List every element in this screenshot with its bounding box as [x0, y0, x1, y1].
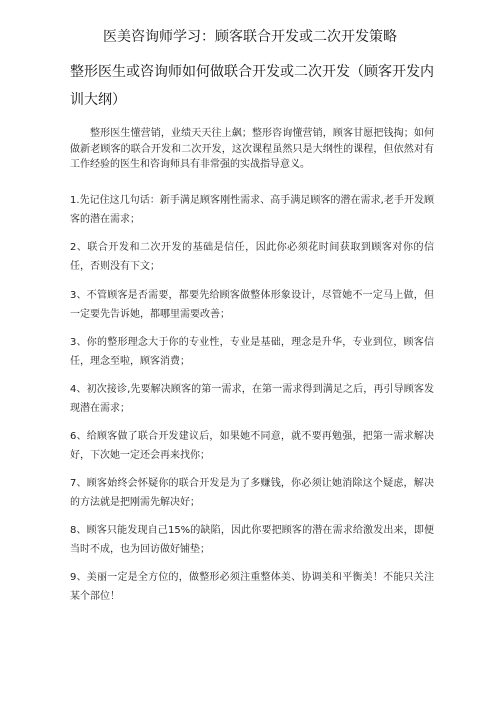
list-item: 4、初次接诊,先要解决顾客的第一需求，在第一需求得到满足之后，再引导顾客发现潜在需求；	[70, 384, 434, 414]
list-item: 2、联合开发和二次开发的基础是信任，因此你必须花时间获取到顾客对你的信任，否则没有下文；	[70, 242, 434, 272]
list-item: 8、顾客只能发现自己15%的缺陷，因此你要把顾客的潜在需求给激发出来，即便当时不成，也为回访做好铺垫；	[70, 525, 434, 555]
list-item: 6、给顾客做了联合开发建议后，如果她不同意，就不要再勉强，把第一需求解决好，下次她一定还会再来找你；	[70, 431, 434, 461]
list-item: 3、你的整形理念大于你的专业性，专业是基础，理念是升华，专业到位，顾客信任，理念至啦，顾客消费；	[70, 337, 434, 367]
list-item: 9、美丽一定是全方位的，做整形必须注重整体美、协调美和平衡美！不能只关注某个部位！	[70, 572, 434, 602]
list-item: 7、顾客始终会怀疑你的联合开发是为了多赚钱，你必须让她消除这个疑虑，解决的方法就是把刚需先解决好；	[70, 478, 434, 508]
intro-paragraph: 整形医生懂营销，业绩天天往上飙；整形咨询懂营销，顾客甘愿把钱掏；如何做新老顾客的联合开发和二次开发，这次课程虽然只是大纲性的课程，但依然对有工作经验的医生和咨询师具有非常强的实战指导意义。	[70, 128, 434, 170]
list-item: 3、不管顾客是否需要，都要先给顾客做整体形象设计，尽管她不一定马上做，但一定要先告诉她，都哪里需要改善；	[70, 290, 434, 320]
document-subtitle: 整形医生或咨询师如何做联合开发或二次开发（顾客开发内训大纲）	[70, 64, 434, 108]
document-title: 医美咨询师学习：顾客联合开发或二次开发策略	[103, 29, 397, 45]
list-item: 1.先记住这几句话：新手满足顾客刚性需求、高手满足顾客的潜在需求,老手开发顾客的潜在需求；	[70, 195, 434, 225]
